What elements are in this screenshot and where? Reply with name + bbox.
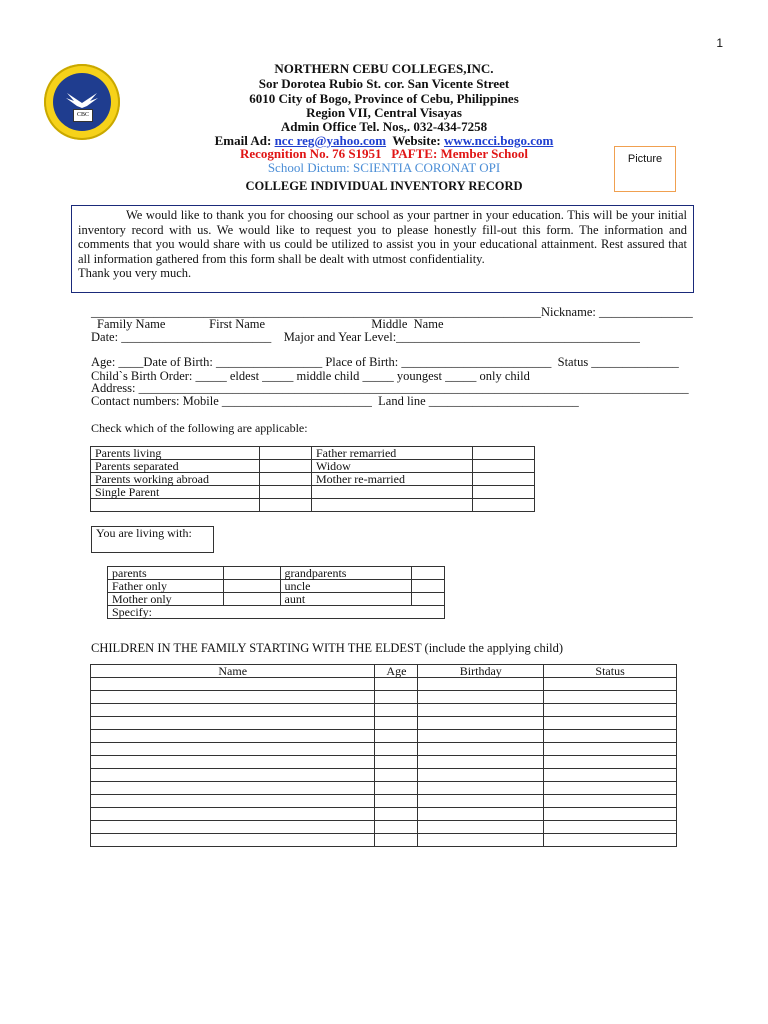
table-row xyxy=(91,769,677,782)
child-entry-cell[interactable] xyxy=(375,756,418,769)
column-header: Age xyxy=(375,665,418,678)
child-entry-cell[interactable] xyxy=(544,756,677,769)
column-header: Status xyxy=(544,665,677,678)
table-row xyxy=(108,567,445,580)
table-row xyxy=(91,808,677,821)
children-title-text: CHILDREN IN THE FAMILY STARTING WITH THE ELDEST xyxy=(91,641,422,655)
form-title: COLLEGE INDIVIDUAL INVENTORY RECORD xyxy=(245,179,523,193)
check-cell[interactable] xyxy=(472,460,534,473)
option-label: Father only xyxy=(108,580,224,593)
option-label xyxy=(311,486,472,499)
check-prompt: Check which of the following are applicable: xyxy=(91,421,308,435)
child-entry-cell[interactable] xyxy=(418,691,544,704)
children-title xyxy=(91,641,563,656)
school-dictum: School Dictum: SCIENTIA CORONAT OPI xyxy=(267,160,501,175)
living-with-table xyxy=(107,566,445,619)
option-label: grandparents xyxy=(280,567,411,580)
check-cell[interactable] xyxy=(472,499,534,512)
child-entry-cell[interactable] xyxy=(418,821,544,834)
child-entry-cell[interactable] xyxy=(375,808,418,821)
option-label: Parents separated xyxy=(91,460,260,473)
check-cell[interactable] xyxy=(411,593,444,606)
picture-box[interactable]: Picture xyxy=(614,146,676,192)
living-with-label: You are living with: xyxy=(91,526,214,553)
intro-text: We would like to thank you for choosing our school as your partner in your education. This will be your initial inventory record with us. We would like to request you to please honestly fill-out this form. The information and comments that you would share with us could be utilized to assist you in your educational attainment. Rest assured that all information gathered from this form shall be dealt with utmost confidentiality. xyxy=(78,208,687,266)
check-cell[interactable] xyxy=(411,567,444,580)
child-entry-cell[interactable] xyxy=(544,730,677,743)
school-region: Region VII, Central Visayas xyxy=(306,105,462,120)
child-entry-cell[interactable] xyxy=(91,769,375,782)
nickname-field[interactable]: ________________________________________________________________________Nickname: _______________ xyxy=(91,305,693,319)
email-label: Email Ad: xyxy=(214,133,275,148)
check-cell[interactable] xyxy=(224,593,280,606)
option-label xyxy=(311,499,472,512)
table-row xyxy=(91,834,677,847)
child-entry-cell[interactable] xyxy=(375,795,418,808)
page-number: 1 xyxy=(716,36,723,50)
child-entry-cell[interactable] xyxy=(91,704,375,717)
child-entry-cell[interactable] xyxy=(91,821,375,834)
child-entry-cell[interactable] xyxy=(91,808,375,821)
child-entry-cell[interactable] xyxy=(91,717,375,730)
check-cell[interactable] xyxy=(259,447,311,460)
option-label: aunt xyxy=(280,593,411,606)
child-entry-cell[interactable] xyxy=(544,808,677,821)
specify-field[interactable]: Specify: xyxy=(108,606,445,619)
option-label xyxy=(91,499,260,512)
child-entry-cell[interactable] xyxy=(91,756,375,769)
check-cell[interactable] xyxy=(224,580,280,593)
child-entry-cell[interactable] xyxy=(375,678,418,691)
website-label: Website: xyxy=(386,133,444,148)
name-labels: Family Name First Name Middle Name xyxy=(97,317,444,331)
contact-numbers-field[interactable]: Contact numbers: Mobile ________________________ Land line ________________________ xyxy=(91,394,579,408)
option-label: Parents working abroad xyxy=(91,473,260,486)
logo-seal: CBC xyxy=(73,109,93,122)
specify-row xyxy=(108,606,445,619)
table-row xyxy=(91,499,535,512)
child-entry-cell[interactable] xyxy=(418,782,544,795)
child-entry-cell[interactable] xyxy=(418,756,544,769)
table-row xyxy=(91,795,677,808)
child-entry-cell[interactable] xyxy=(544,678,677,691)
table-row xyxy=(91,717,677,730)
table-row xyxy=(91,782,677,795)
table-row xyxy=(91,821,677,834)
child-entry-cell[interactable] xyxy=(544,821,677,834)
check-cell[interactable] xyxy=(472,473,534,486)
child-entry-cell[interactable] xyxy=(544,691,677,704)
table-row xyxy=(91,678,677,691)
table-row xyxy=(91,756,677,769)
child-entry-cell[interactable] xyxy=(544,782,677,795)
child-entry-cell[interactable] xyxy=(91,691,375,704)
child-entry-cell[interactable] xyxy=(418,743,544,756)
option-label: Mother re-married xyxy=(311,473,472,486)
child-entry-cell[interactable] xyxy=(544,704,677,717)
age-birth-field[interactable]: Age: ____Date of Birth: _________________ Place of Birth: ________________________ Status ______________ xyxy=(91,355,679,369)
table-row xyxy=(91,691,677,704)
child-entry-cell[interactable] xyxy=(375,743,418,756)
option-label: Widow xyxy=(311,460,472,473)
child-entry-cell[interactable] xyxy=(91,743,375,756)
check-cell[interactable] xyxy=(224,567,280,580)
child-entry-cell[interactable] xyxy=(91,730,375,743)
table-row xyxy=(91,730,677,743)
intro-box xyxy=(71,205,694,293)
check-cell[interactable] xyxy=(472,447,534,460)
child-entry-cell[interactable] xyxy=(418,704,544,717)
table-row xyxy=(91,447,535,460)
check-cell[interactable] xyxy=(259,473,311,486)
check-cell[interactable] xyxy=(259,499,311,512)
child-entry-cell[interactable] xyxy=(375,717,418,730)
child-entry-cell[interactable] xyxy=(418,795,544,808)
child-entry-cell[interactable] xyxy=(418,730,544,743)
child-entry-cell[interactable] xyxy=(418,717,544,730)
birth-order-field[interactable]: Child`s Birth Order: _____ eldest _____ middle child _____ youngest _____ only child xyxy=(91,369,530,383)
check-cell[interactable] xyxy=(259,460,311,473)
school-street: Sor Dorotea Rubio St. cor. San Vicente Street xyxy=(258,76,510,91)
child-entry-cell[interactable] xyxy=(91,795,375,808)
child-entry-cell[interactable] xyxy=(375,782,418,795)
address-field[interactable]: Address: ________________________________________________________________________________________ xyxy=(91,381,689,395)
option-label: Single Parent xyxy=(91,486,260,499)
table-row xyxy=(108,593,445,606)
child-entry-cell[interactable] xyxy=(91,834,375,847)
column-header: Birthday xyxy=(418,665,544,678)
school-city: 6010 City of Bogo, Province of Cebu, Philippines xyxy=(249,91,519,106)
child-entry-cell[interactable] xyxy=(544,769,677,782)
option-label: Parents living xyxy=(91,447,260,460)
school-name: NORTHERN CEBU COLLEGES,INC. xyxy=(274,61,494,76)
children-table xyxy=(90,664,677,847)
child-entry-cell[interactable] xyxy=(544,717,677,730)
table-row xyxy=(108,580,445,593)
children-note: (include the applying child) xyxy=(421,641,564,655)
child-entry-cell[interactable] xyxy=(418,678,544,691)
child-entry-cell[interactable] xyxy=(418,769,544,782)
option-label: Father remarried xyxy=(311,447,472,460)
email-link[interactable]: ncc reg@yahoo.com xyxy=(274,133,387,148)
child-entry-cell[interactable] xyxy=(418,834,544,847)
check-cell[interactable] xyxy=(411,580,444,593)
child-entry-cell[interactable] xyxy=(375,769,418,782)
option-label: uncle xyxy=(280,580,411,593)
child-entry-cell[interactable] xyxy=(375,821,418,834)
table-row xyxy=(91,460,535,473)
child-entry-cell[interactable] xyxy=(375,704,418,717)
option-label: Mother only xyxy=(108,593,224,606)
child-entry-cell[interactable] xyxy=(375,730,418,743)
child-entry-cell[interactable] xyxy=(91,678,375,691)
child-entry-cell[interactable] xyxy=(418,808,544,821)
website-link[interactable]: www.ncci.bogo.com xyxy=(443,133,554,148)
child-entry-cell[interactable] xyxy=(544,743,677,756)
child-entry-cell[interactable] xyxy=(544,795,677,808)
table-row xyxy=(91,743,677,756)
child-entry-cell[interactable] xyxy=(91,782,375,795)
table-row xyxy=(91,473,535,486)
check-cell[interactable] xyxy=(259,486,311,499)
table-row xyxy=(91,704,677,717)
admin-phone: Admin Office Tel. Nos,. 032-434-7258 xyxy=(280,119,488,134)
table-row xyxy=(91,486,535,499)
column-header: Name xyxy=(91,665,375,678)
child-entry-cell[interactable] xyxy=(375,691,418,704)
check-cell[interactable] xyxy=(472,486,534,499)
recognition-line: Recognition No. 76 S1951 PAFTE: Member School xyxy=(239,146,529,161)
child-entry-cell[interactable] xyxy=(375,834,418,847)
option-label: parents xyxy=(108,567,224,580)
parents-status-table xyxy=(90,446,535,512)
child-entry-cell[interactable] xyxy=(544,834,677,847)
date-major-field[interactable]: Date: ________________________ Major and Year Level:_______________________________________ xyxy=(91,330,640,344)
intro-thanks: Thank you very much. xyxy=(78,266,192,280)
